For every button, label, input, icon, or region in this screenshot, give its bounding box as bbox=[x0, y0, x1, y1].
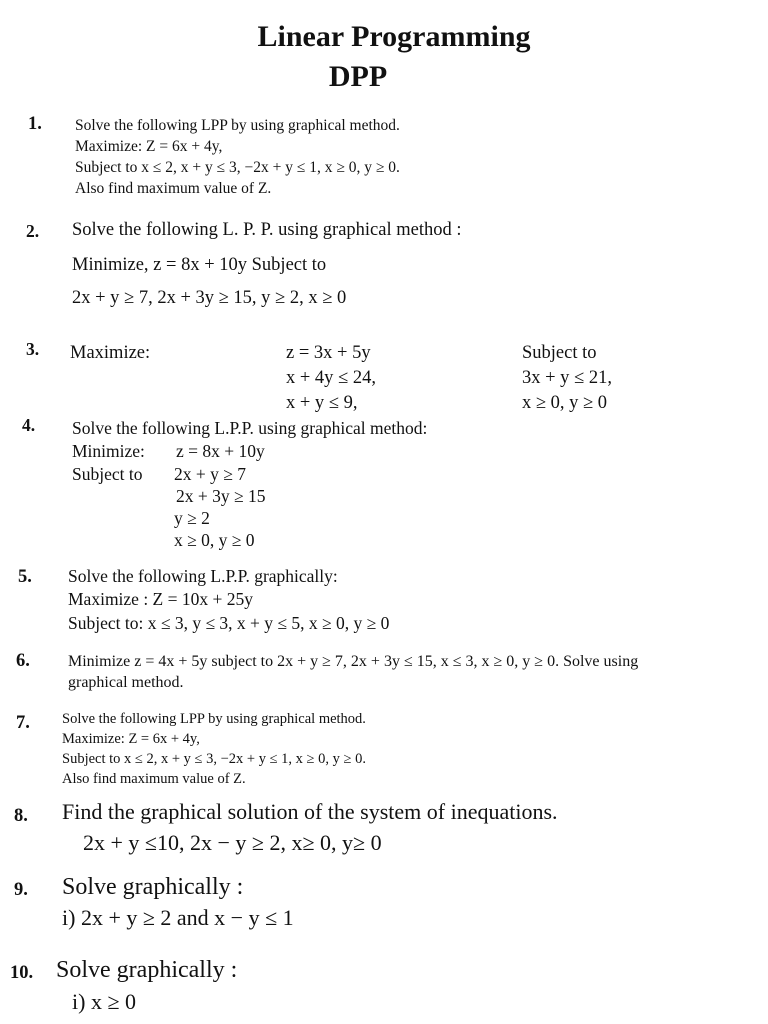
problem-line: i) x ≥ 0 bbox=[72, 989, 137, 1014]
problem-number: 3. bbox=[26, 339, 40, 359]
constraint: x ≥ 0, y ≥ 0 bbox=[174, 530, 255, 550]
problem-number: 1. bbox=[28, 114, 42, 134]
problem-number: 2. bbox=[26, 221, 40, 241]
problem-number: 9. bbox=[14, 880, 28, 900]
problem-line: Subject to x ≤ 2, x + y ≤ 3, −2x + y ≤ 1, x ≥ 0, y ≥ 0. bbox=[62, 751, 366, 767]
constraint: x + y ≤ 9, bbox=[286, 393, 358, 413]
subject-to-label: Subject to bbox=[72, 464, 143, 484]
subject-to-label: Subject to bbox=[522, 343, 597, 363]
constraint: 2x + 3y ≥ 15 bbox=[176, 486, 266, 506]
problem-line: Maximize : Z = 10x + 25y bbox=[68, 589, 253, 609]
problem-line: Subject to x ≤ 2, x + y ≤ 3, −2x + y ≤ 1, x ≥ 0, y ≥ 0. bbox=[75, 159, 400, 176]
problem-number: 10. bbox=[10, 963, 34, 983]
problem-line: Subject to: x ≤ 3, y ≤ 3, x + y ≤ 5, x ≥ 0, y ≥ 0 bbox=[68, 613, 390, 633]
problem-line: graphical method. bbox=[68, 674, 184, 691]
constraint: 2x + y ≥ 7 bbox=[174, 464, 246, 484]
problem-number: 8. bbox=[14, 806, 28, 826]
objective-function: z = 8x + 10y bbox=[176, 441, 265, 461]
problem-line: Find the graphical solution of the system of inequations. bbox=[62, 799, 558, 824]
problem-line: Also find maximum value of Z. bbox=[62, 771, 246, 787]
problem-line: Solve the following LPP by using graphical method. bbox=[75, 117, 400, 134]
document-subtitle: DPP bbox=[328, 60, 388, 93]
problem-line: Solve the following L. P. P. using graphical method : bbox=[72, 220, 462, 240]
constraint: x ≥ 0, y ≥ 0 bbox=[522, 393, 608, 413]
problem-line: Solve the following LPP by using graphical method. bbox=[62, 711, 366, 727]
problem-line: i) 2x + y ≥ 2 and x − y ≤ 1 bbox=[62, 905, 294, 930]
problem-line: Maximize: Z = 6x + 4y, bbox=[62, 731, 200, 747]
objective-function: z = 3x + 5y bbox=[286, 343, 371, 363]
problem-line: 2x + y ≥ 7, 2x + 3y ≥ 15, y ≥ 2, x ≥ 0 bbox=[72, 288, 347, 308]
document-title: Linear Programming bbox=[257, 20, 531, 53]
problem-heading: Solve the following L.P.P. using graphical method: bbox=[72, 418, 428, 438]
problem-number: 4. bbox=[22, 415, 36, 435]
maximize-label: Maximize: bbox=[70, 343, 151, 363]
constraint: 3x + y ≤ 21, bbox=[522, 368, 612, 388]
problem-line: Minimize z = 4x + 5y subject to 2x + y ≥ 7, 2x + 3y ≤ 15, x ≤ 3, x ≥ 0, y ≥ 0. Solve using bbox=[68, 653, 639, 670]
problem-line: Also find maximum value of Z. bbox=[75, 180, 272, 197]
problem-line: 2x + y ≤10, 2x − y ≥ 2, x≥ 0, y≥ 0 bbox=[83, 830, 382, 855]
minimize-label: Minimize: bbox=[72, 441, 145, 461]
constraint: y ≥ 2 bbox=[174, 508, 210, 528]
constraint: x + 4y ≤ 24, bbox=[286, 368, 376, 388]
problem-line: Solve graphically : bbox=[62, 874, 244, 900]
problem-line: Maximize: Z = 6x + 4y, bbox=[75, 138, 223, 155]
problem-line: Minimize, z = 8x + 10y Subject to bbox=[72, 255, 327, 275]
problem-line: Solve the following L.P.P. graphically: bbox=[68, 566, 338, 586]
problem-number: 7. bbox=[16, 713, 30, 733]
problem-line: Solve graphically : bbox=[56, 957, 238, 983]
problem-number: 6. bbox=[16, 651, 30, 671]
problem-number: 5. bbox=[18, 567, 32, 587]
